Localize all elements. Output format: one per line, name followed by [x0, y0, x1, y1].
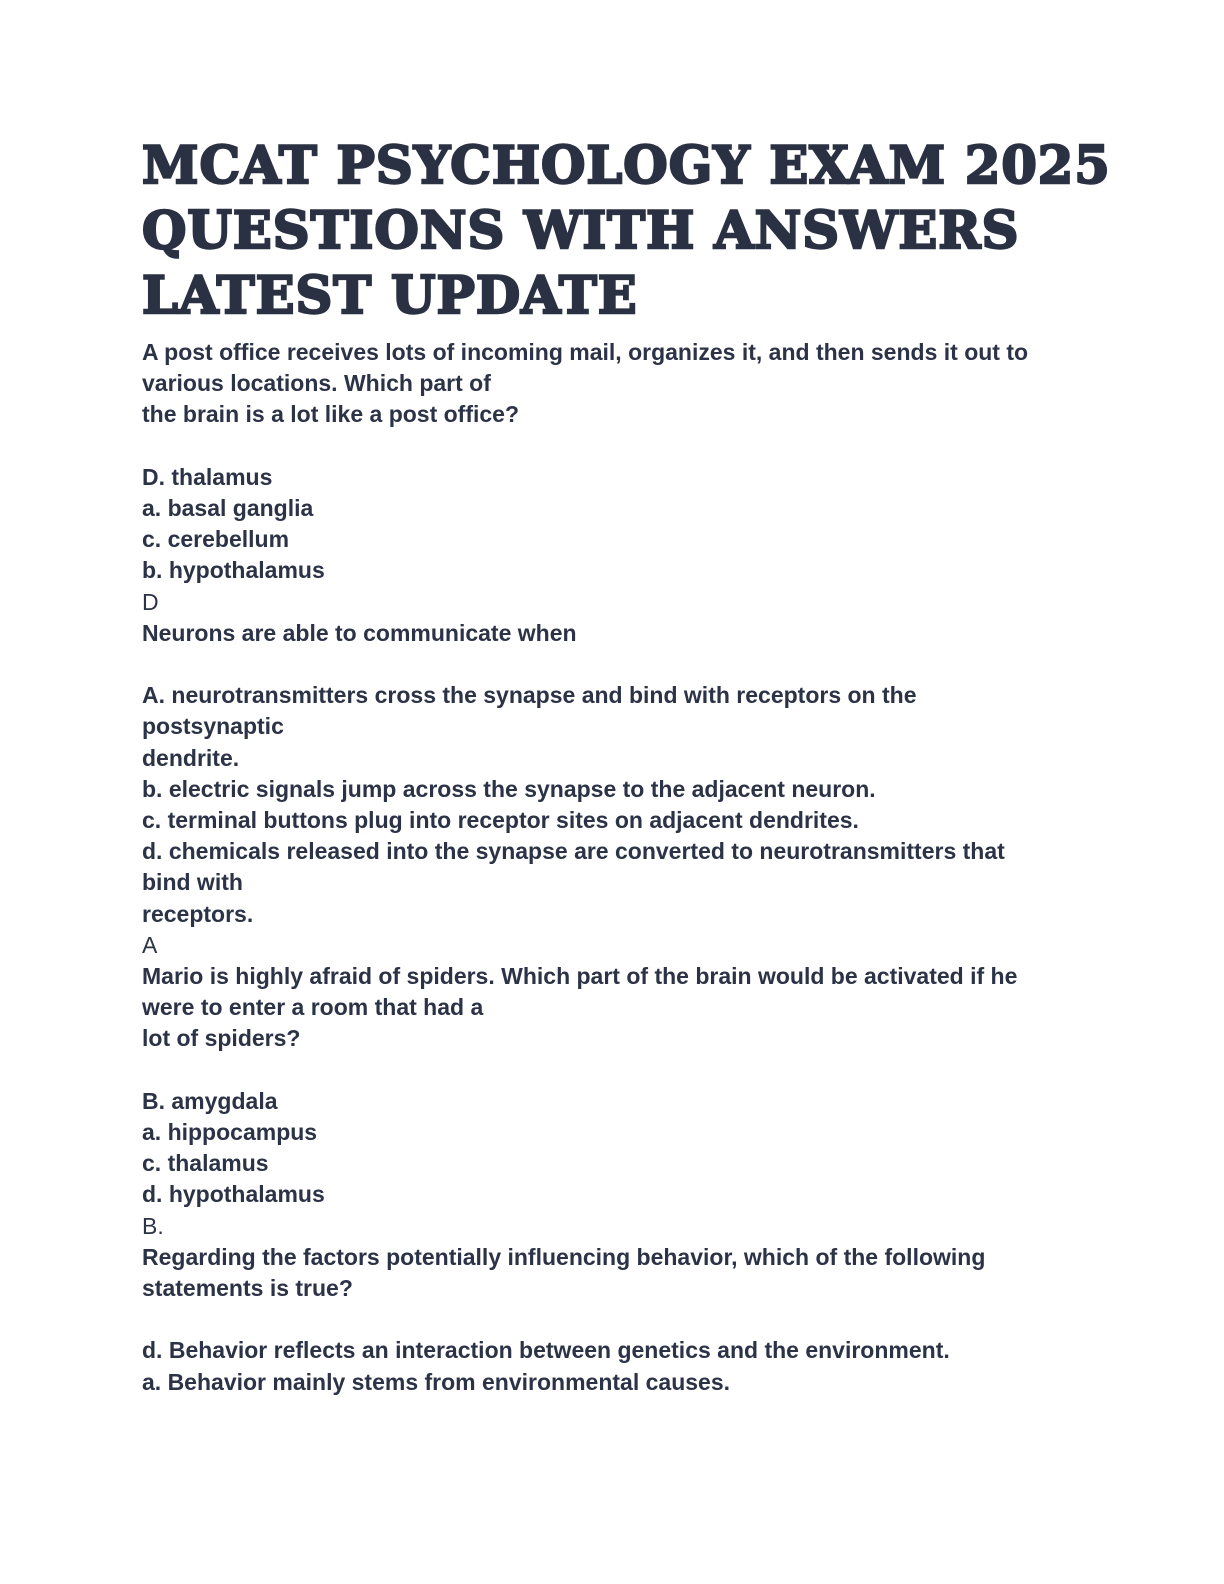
doc-line: A post office receives lots of incoming mail, organizes it, and then sends it out to — [142, 339, 1029, 365]
doc-line: postsynaptic — [142, 713, 284, 740]
doc-line: c. cerebellum — [142, 526, 290, 553]
doc-line: d. chemicals released into the synapse are converted to neurotransmitters that — [142, 838, 1005, 865]
doc-line: b. hypothalamus — [142, 557, 325, 584]
page-title-line-3: LATEST UPDATE — [142, 266, 638, 326]
doc-answer-letter: A — [142, 931, 158, 958]
doc-blank-line — [142, 431, 1084, 462]
doc-line: a. hippocampus — [142, 1119, 318, 1146]
page-title-line-2: QUESTIONS WITH ANSWERS — [142, 201, 1020, 261]
doc-blank-line — [142, 649, 1084, 680]
doc-blank-line — [142, 1055, 1084, 1086]
doc-line: lot of spiders? — [142, 1025, 301, 1052]
doc-line: receptors. — [142, 900, 254, 927]
doc-line: Neurons are able to communicate when — [142, 619, 577, 646]
doc-line: c. thalamus — [142, 1150, 269, 1177]
doc-line: various locations. Which part of — [142, 370, 491, 397]
doc-line: A. neurotransmitters cross the synapse and bind with receptors on the — [142, 682, 917, 709]
doc-line: a. basal ganglia — [142, 495, 314, 521]
doc-line: dendrite. — [142, 744, 240, 771]
doc-line: B. amygdala — [142, 1087, 278, 1114]
doc-line: b. electric signals jump across the synapse to the adjacent neuron. — [142, 775, 876, 802]
doc-answer-letter: D — [142, 588, 159, 615]
doc-line: Mario is highly afraid of spiders. Which part of the brain would be activated if he — [142, 963, 1018, 990]
doc-line: c. terminal buttons plug into receptor sites on adjacent dendrites. — [142, 807, 859, 834]
doc-line: d. hypothalamus — [142, 1181, 325, 1208]
page-title — [142, 134, 1111, 329]
doc-line: D. thalamus — [142, 463, 273, 490]
page-title-line-1: MCAT PSYCHOLOGY EXAM 2025 — [142, 136, 1111, 196]
doc-line: Regarding the factors potentially influencing behavior, which of the following — [142, 1243, 986, 1270]
doc-line: statements is true? — [142, 1275, 353, 1302]
doc-answer-letter: B. — [142, 1212, 164, 1239]
doc-line: d. Behavior reflects an interaction between genetics and the environment. — [142, 1337, 950, 1364]
doc-line: a. Behavior mainly stems from environmental causes. — [142, 1368, 731, 1395]
doc-line: the brain is a lot like a post office? — [142, 401, 520, 428]
doc-line: were to enter a room that had a — [142, 994, 484, 1021]
document-body — [142, 337, 1084, 1398]
doc-blank-line — [142, 1304, 1084, 1335]
doc-line: bind with — [142, 869, 243, 896]
